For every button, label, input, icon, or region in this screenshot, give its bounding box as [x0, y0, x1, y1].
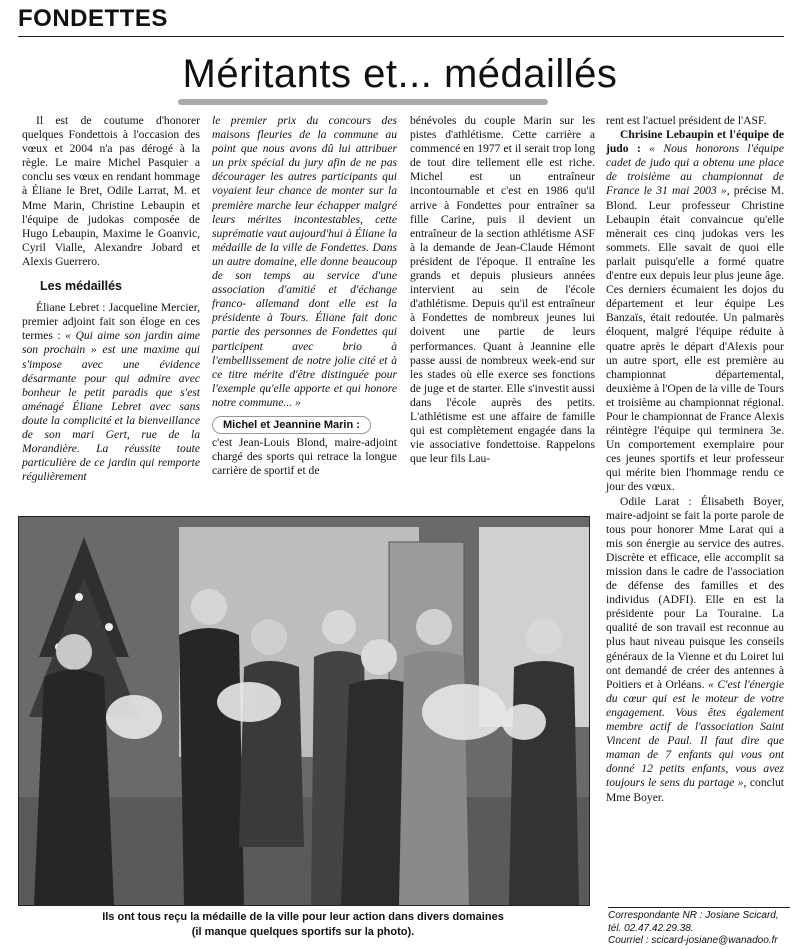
larat-end: conclut Mme Boyer.	[606, 776, 784, 804]
article-column-1	[22, 114, 200, 484]
article-column-4	[606, 114, 784, 805]
group-photo-illustration	[19, 517, 589, 905]
credit-line-2: tél. 02.47.42.29.38.	[608, 922, 694, 934]
correspondent-credit	[608, 907, 790, 948]
marin-paragraph: c'est Jean-Louis Blond, maire-adjoint chargé des sports qui retrace la longue carrière de sportif et de	[212, 436, 397, 478]
judo-quote: « Nous honorons l'équipe cadet de judo qui a obtenu une place de troisième au championnat de France le 31 mai 2003 »,	[606, 142, 784, 198]
section-title: FONDETTES	[18, 5, 168, 32]
credit-line-3: Courriel : scicard-josiane@wanadoo.fr	[608, 935, 778, 946]
larat-paragraph	[606, 495, 784, 805]
article-headline: Méritants et... médaillés	[182, 52, 618, 96]
marin-lead: Michel et Jeannine Marin :	[212, 416, 371, 434]
marin-paragraph-continued: bénévoles du couple Marin sur les pistes d'athlétisme. Cette carrière a commencé en 1977 et il serait trop long de tout dire tellement elle est riche. Michel est un entraîneur incontournable et c'est en 1986 qu'il arrive à Fondettes pour entraîner sa fille Carine, puis il devient un entraîneur de la section athlétisme ASF à la demande de Jean-Claude Hémont président de l'époque. Il entraîne les grands et depuis plusieurs années intervient au sein de l'école d'athlétisme. Depuis qu'il est entraîneur à Fondettes de nombreux jeunes lui doivent une partie de leurs performances. Quant à Jeannine elle passe aussi de nombreux week-end sur les stades où elle exerce ses fonctions de juge et de starter. Elle s'investit aussi dans l'école auprès des petits. L'athlétisme est une affaire de famille qui est complètement engagée dans la vie associative fondettoise. Rappelons que leur fils Lau-	[410, 114, 595, 466]
photo-caption-line-1: Ils ont tous reçu la médaille de la ville pour leur action dans divers domaines	[102, 911, 504, 923]
article-column-3	[410, 114, 595, 466]
lebret-quote-continued: le premier prix du concours des maisons fleuries de la commune au point que nous avons dû lui attribuer un prix spécial du jury afin de ne pas décourager les autres participants qui voyaient leur chance de monter sur la première marche leur échapper malgré leurs mérites incontestables, cette suprématie vaut aujourd'hui à Éliane la médaille de la ville de Fondettes. Dans un autre domaine, elle donne beaucoup de son temps au service d'une association d'amitié et d'échange franco- allemand dont elle est la présidente à Tours. Éliane fait donc partie des personnes de Fondettes qui participent avec brio à l'embellissement de notre jolie cité et à ce titre mérite d'être distinguée pour l'exemple qu'elle apporte et qui honore notre commune... »	[212, 114, 397, 409]
larat-text: Odile Larat : Élisabeth Boyer, maire-adjoint se fait la porte parole de tous pour honorer Mme Larat qui a mis son énergie au service des autres. Discrète et efficace, elle accomplit sa mission dans le cadre de l'association de défense des familles et des individus (ADFI). Elle en est la présidente pour La Touraine. La qualité de son travail est reconnue au plus haut niveau puisque les conseils généraux de la Vienne et du Loiret lui ont demandé de créer des antennes à Poitiers et à Orléans.	[606, 494, 784, 691]
section-rule	[18, 36, 784, 37]
lebret-lead: Éliane Lebret : Jacqueline Mercier, premier adjoint fait son éloge en ces termes :	[22, 301, 200, 343]
judo-paragraph	[606, 128, 784, 494]
photo-caption	[18, 910, 588, 940]
marin-paragraph-end: rent est l'actuel président de l'ASF.	[606, 114, 767, 127]
article-column-2	[212, 114, 397, 478]
judo-lead: Chrisine Lebaupin et l'équipe de judo :	[606, 128, 784, 156]
lebret-paragraph	[22, 301, 200, 484]
photo-caption-line-2: (il manque quelques sportifs sur la photo).	[191, 926, 415, 938]
headline-underline	[178, 99, 548, 105]
group-photo	[18, 516, 590, 906]
judo-text: précise M. Blond. Leur professeur Christine Lebaupin était convaincue qu'elle mènerait ces cinq judokas vers les sommets. Elle savait de quoi elle parlait puisqu'elle a formé quatre d'entre eux depuis leur plus jeune âge. Ces derniers écumaient les dojos du département et leur équipe Les Banzaïs, était redoutée. Un palmarès éloquent, malgré l'équipe réduite à quatre après le départ d'Alexis pour un autre sport, elle est première au championnat départemental, deuxième à l'Open de la ville de Tours et troisième au championnat régional. Pour le championnat de France Alexis réintègre l'équipe qui terminera 3e. Un comportement exemplaire pour ces jeunes sportifs et leur professeur qui mérite bien l'hommage rendu ce jour des vœux.	[606, 184, 784, 494]
subhead-medailles: Les médaillés	[40, 279, 122, 294]
intro-paragraph: Il est de coutume d'honorer quelques Fondettois à l'occasion des vœux et 2004 n'a pas dérogé à la règle. Le maire Michel Pasquier a conclu ses vœux en rendant hommage à Éliane le Bret, Odile Larrat, M. et Mme Marin, Christine Lebaupin et l'équipe de judokas composée de Hugo Lebaupin, Maxime le Goanvic, Cyril Vialle, Alexandre Jobard et Alexis Guerrero.	[22, 114, 200, 268]
lebret-quote: « Qui aime son jardin aime son prochain » est une maxime qui s'impose avec une évidence désarmante pour qui admire avec bonheur le petit paradis que s'est aménagé Éliane Lebret avec sans doute la complicité et la bienveillance de son mari Gert, rue de la Morandière. La réussite toute particulière de ce jardin qui remporte régulièrement	[22, 329, 200, 484]
credit-line-1: Correspondante NR : Josiane Scicard,	[608, 910, 779, 921]
larat-quote: « C'est l'énergie du cœur qui est le moteur de votre engagement. Vous êtes également membre actif de l'association Saint Vincent de Paul. Il faut dire que maman de 7 enfants qui vous ont donné 12 petits enfants, vous avez toujours le sens du partage »,	[606, 677, 784, 790]
